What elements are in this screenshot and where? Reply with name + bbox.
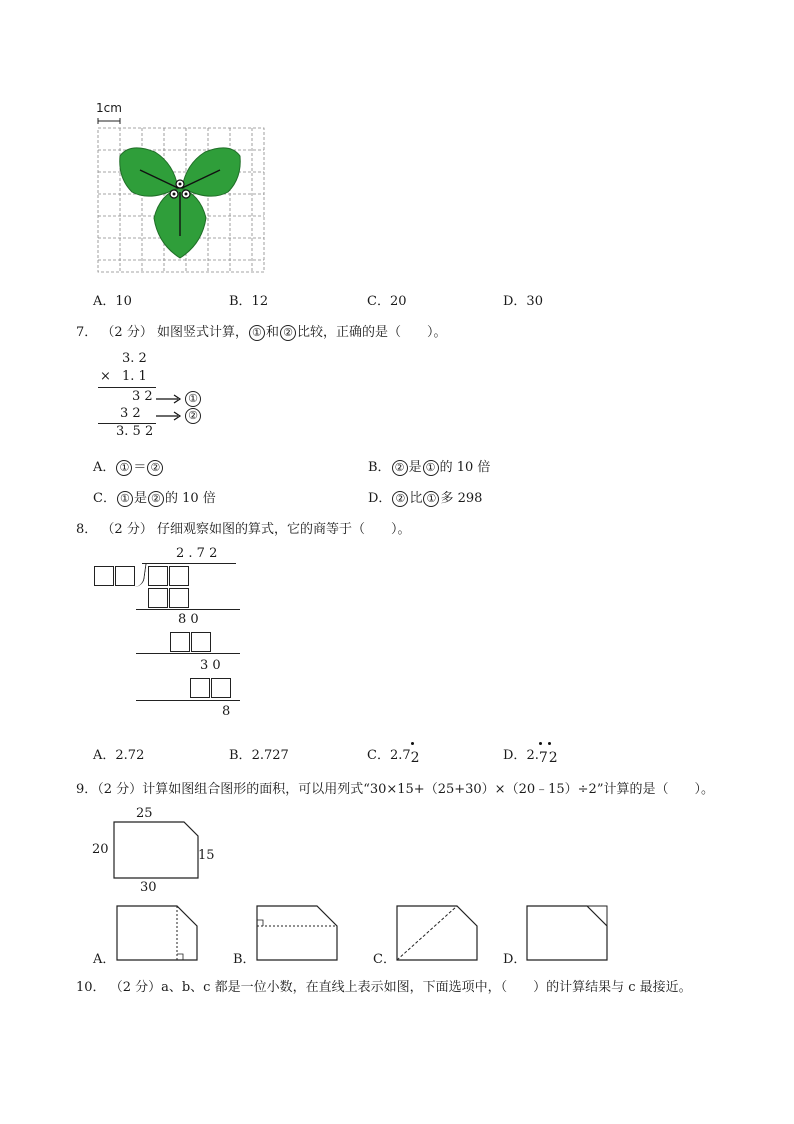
option-letter: B． (368, 460, 391, 475)
option-a-shape (115, 904, 199, 962)
q7-option-d[interactable] (368, 487, 482, 507)
option-letter: C． (93, 491, 116, 506)
q6-option-c[interactable]: C．20 (367, 294, 407, 309)
division-rule-1 (136, 609, 240, 610)
arrow-icon (156, 393, 186, 423)
divisor-box (115, 566, 135, 586)
q9-composite-figure (92, 806, 222, 898)
division-r2: 3 0 (200, 658, 221, 673)
q7-score: （2 分） (101, 325, 153, 340)
division-bracket (134, 563, 146, 587)
option-text: 比 (409, 491, 423, 506)
q8-text: 仔细观察如图的算式，它的商等于（ ）。 (156, 522, 411, 537)
circle-1-icon: ① (116, 460, 132, 476)
q7-stem-a: 如图竖式计算， (156, 325, 248, 340)
option-letter: C． (373, 952, 396, 967)
division-rule-2 (136, 653, 240, 654)
repeating-digits: 72 (538, 750, 559, 766)
q10-score: （2 分） (109, 980, 162, 995)
option-letter: B． (229, 748, 252, 763)
q8-option-a[interactable] (93, 744, 144, 763)
q7-option-c[interactable] (93, 487, 216, 507)
mult-line4: 3 2 (120, 406, 141, 421)
repeat-dot-icon (539, 742, 542, 745)
division-quotient: 2 . 7 2 (176, 546, 218, 561)
dividend-box (148, 566, 168, 586)
circle-1-icon: ① (249, 325, 265, 341)
q8-long-division (92, 544, 242, 724)
division-rule-top (142, 563, 236, 564)
product-box (211, 678, 231, 698)
divisor-box (94, 566, 114, 586)
option-letter: D． (503, 748, 527, 763)
repeat-dot-icon (548, 742, 551, 745)
option-value: 2. (526, 748, 539, 763)
option-letter: D． (503, 952, 527, 967)
q10-number: 10． (76, 980, 106, 995)
q9-score: （2 分） (97, 782, 143, 797)
circle-2-icon: ② (392, 460, 408, 476)
dividend-box (169, 566, 189, 586)
mult-line5: 3. 5 2 (116, 424, 154, 439)
circle-1-icon: ① (117, 491, 133, 507)
repeating-digits: 2 (410, 750, 420, 766)
q8-score: （2 分） (101, 522, 153, 537)
division-r3: 8 (222, 704, 231, 719)
q7-number: 7． (76, 325, 98, 340)
dim-right: 15 (198, 848, 215, 863)
option-letter: A． (93, 460, 116, 475)
q8-option-b[interactable] (229, 744, 289, 763)
product-box (170, 632, 190, 652)
q10-stem (76, 976, 692, 995)
option-value: 2.72 (115, 748, 145, 763)
dim-left: 20 (92, 842, 109, 857)
option-letter: D． (368, 491, 392, 506)
q9-stem (76, 778, 714, 797)
q6-option-a[interactable]: A．10 (93, 294, 132, 309)
option-text: 是 (408, 460, 422, 475)
q6-option-d[interactable]: D．30 (503, 294, 543, 309)
option-value: 2.727 (251, 748, 289, 763)
option-letter: A． (93, 748, 116, 763)
option-tail: 多 298 (440, 491, 483, 506)
q9-text: 计算如图组合图形的面积，可以用列式“30×15+（25+30）×（20﹣15）÷2”计算的是（ ）。 (142, 782, 714, 797)
q8-option-d[interactable] (503, 744, 559, 766)
product-box (148, 588, 168, 608)
q7-stem-b: 比较，正确的是（ ）。 (297, 325, 447, 340)
q7-stem (76, 321, 447, 341)
scale-label: 1cm (96, 101, 122, 115)
dim-bottom: 30 (140, 880, 157, 895)
repeat-dot-icon (411, 742, 414, 745)
mult-sign: × (100, 369, 111, 384)
option-b-shape (255, 904, 339, 962)
circle-2-icon: ② (392, 491, 408, 507)
option-text: ＝ (133, 460, 147, 475)
leaf-grid-figure (90, 112, 270, 274)
q9-number: 9． (76, 782, 98, 797)
circle-2-icon: ② (148, 491, 164, 507)
option-text: 是 (133, 491, 147, 506)
mult-rule-1 (98, 387, 156, 388)
circle-1-icon: ① (423, 491, 439, 507)
option-c-shape (395, 904, 479, 962)
q7-option-a[interactable] (93, 456, 164, 476)
mark-1-icon: ① (185, 391, 201, 407)
circle-2-icon: ② (280, 325, 296, 341)
mult-line1: 3. 2 (122, 351, 147, 366)
option-value: 2.7 (389, 748, 411, 763)
q10-text: a、b、c 都是一位小数，在直线上表示如图，下面选项中，（ ）的计算结果与 c 最接近。 (161, 980, 692, 995)
q7-mid: 和 (265, 325, 279, 340)
option-letter: A． (93, 952, 116, 967)
q9-option-a[interactable] (93, 904, 203, 967)
division-r1: 8 0 (178, 612, 199, 627)
dim-top: 25 (136, 806, 153, 821)
option-letter: B． (233, 952, 256, 967)
division-rule-3 (136, 700, 240, 701)
option-letter: C． (367, 748, 390, 763)
option-tail: 的 10 倍 (439, 460, 491, 475)
q8-stem (76, 518, 410, 537)
q7-vertical-multiplication (92, 349, 202, 441)
product-box (190, 678, 210, 698)
q7-option-b[interactable] (368, 456, 490, 476)
mark-2-icon: ② (185, 408, 201, 424)
circle-1-icon: ① (423, 460, 439, 476)
q8-option-c[interactable] (367, 744, 420, 766)
mult-line2: 1. 1 (122, 369, 147, 384)
q9-option-d[interactable] (503, 904, 613, 967)
option-d-shape (525, 904, 609, 962)
q9-option-b[interactable] (233, 904, 343, 967)
option-tail: 的 10 倍 (164, 491, 216, 506)
circle-2-icon: ② (147, 460, 163, 476)
mult-line3: 3 2 (132, 389, 153, 404)
q9-option-c[interactable] (373, 904, 483, 967)
q6-option-b[interactable]: B．12 (229, 294, 269, 309)
product-box (169, 588, 189, 608)
q8-number: 8． (76, 522, 98, 537)
product-box (191, 632, 211, 652)
